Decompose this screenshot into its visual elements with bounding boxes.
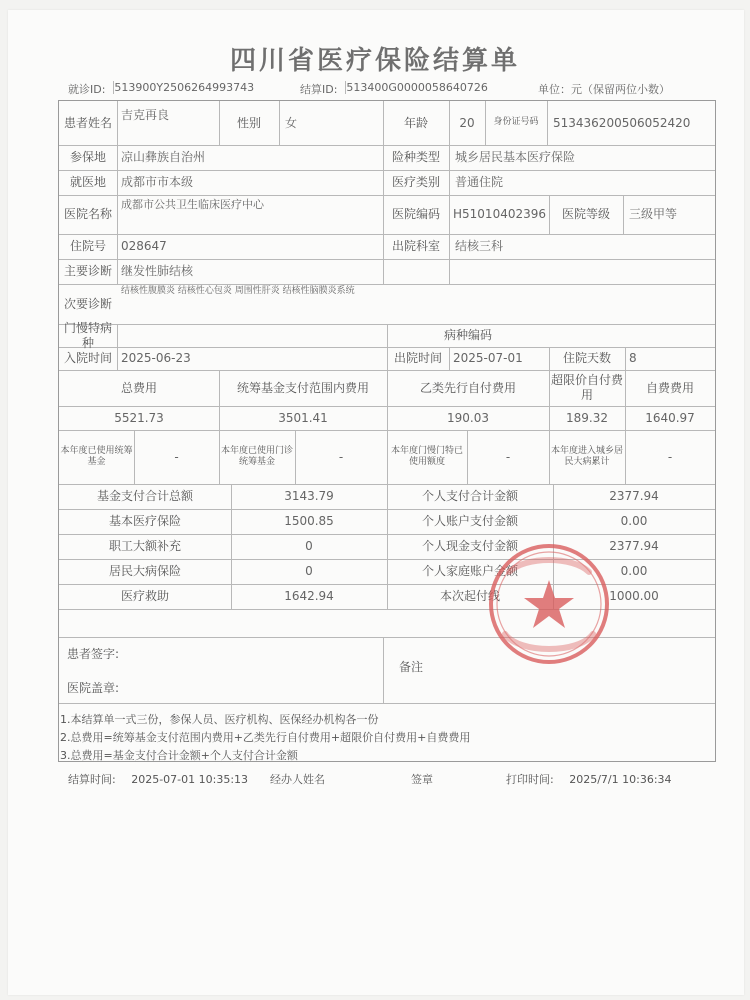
hospital-code-value: H51010402396 (453, 207, 547, 221)
note-item: 2.总费用=统筹基金支付范围内费用+乙类先行自付费用+超限价自付费用+自费费用 (60, 731, 471, 744)
print-time-label: 打印时间: (506, 773, 554, 786)
grid-line (383, 637, 384, 703)
fund-row-value: 3143.79 (284, 489, 334, 503)
patient-name-label: 患者姓名 (63, 115, 112, 130)
personal-row-label: 本次起付线 (439, 589, 500, 603)
fund-row-label: 职工大额补充 (108, 539, 181, 553)
grid-line (59, 703, 715, 704)
annual-outpatient-fund-value: - (338, 449, 344, 464)
visit-id-row (68, 81, 105, 97)
settlement-time (68, 771, 248, 787)
stay-days-label: 住院天数 (562, 351, 611, 365)
discharge-time-label: 出院时间 (393, 351, 442, 365)
print-time-value: 2025/7/1 10:36:34 (569, 773, 672, 786)
admission-number-label: 住院号 (69, 239, 106, 253)
hospital-name-value: 成都市公共卫生临床医疗中心 (121, 198, 264, 212)
grid-line (117, 324, 118, 347)
class-b-self-pay-value: 190.03 (447, 410, 489, 425)
total-cost-label: 总费用 (120, 380, 157, 395)
unit-note: 单位：元（保留两位小数） (538, 83, 670, 96)
settlement-id-value (345, 81, 346, 94)
visit-place-value: 成都市市本级 (121, 175, 194, 189)
personal-row-label: 个人现金支付金额 (421, 539, 518, 553)
grid-line (117, 234, 118, 284)
notes-block (60, 711, 470, 765)
visit-id-label: 就诊ID: (68, 83, 106, 96)
hospital-name-label: 医院名称 (63, 207, 112, 221)
grid-line (449, 347, 450, 370)
settlement-time-label: 结算时间: (68, 773, 116, 786)
personal-row-value: 2377.94 (609, 539, 659, 553)
total-cost-value: 5521.73 (114, 410, 164, 425)
fund-row-label: 居民大病保险 (108, 564, 181, 578)
admission-time-value: 2025-06-23 (121, 351, 191, 365)
visit-id-value (113, 81, 114, 94)
reviewer-label: 签章 (411, 773, 433, 786)
hospital-level-label: 医院等级 (561, 207, 610, 221)
annual-pooled-fund-value: - (174, 449, 179, 464)
gender-label: 性别 (236, 115, 261, 130)
grid-line (623, 195, 624, 234)
admission-time-label: 入院时间 (63, 351, 112, 365)
grid-line (117, 347, 118, 370)
annual-major-illness-label: 本年度进入城乡居民大病累计 (550, 445, 623, 467)
grid-line (117, 101, 118, 234)
grid-line (59, 609, 715, 610)
grid-line (59, 637, 715, 638)
remark-label: 备注 (399, 659, 424, 674)
operator-name-label: 经办人姓名 (270, 773, 325, 786)
primary-diagnosis-label: 主要诊断 (63, 264, 112, 278)
discharge-time-value: 2025-07-01 (453, 351, 523, 365)
grid-line (279, 101, 280, 145)
medical-category-value: 普通住院 (455, 175, 504, 189)
visit-place-label: 就医地 (69, 175, 106, 189)
insured-place-value: 凉山彝族自治州 (121, 150, 206, 164)
grid-line (625, 347, 626, 370)
settlement-id-label: 结算ID: (300, 83, 338, 96)
age-label: 年龄 (403, 115, 428, 130)
page-title: 四川省医疗保险结算单 (229, 46, 520, 76)
fund-row-value: 0 (305, 539, 313, 553)
pooled-fund-range-cost-label: 统筹基金支付范围内费用 (236, 380, 369, 395)
personal-row-value: 0.00 (620, 564, 648, 578)
pooled-fund-range-cost-value: 3501.41 (278, 410, 328, 425)
secondary-diagnosis-value: 结核性腹膜炎 结核性心包炎 周围性肝炎 结核性脑膜炎系统 (121, 286, 355, 297)
department-label: 出院科室 (391, 239, 440, 253)
personal-row-value: 2377.94 (609, 489, 659, 503)
admission-number-value: 028647 (121, 239, 167, 253)
secondary-diagnosis-label: 次要诊断 (63, 296, 112, 311)
fund-row-label: 医疗救助 (120, 589, 169, 603)
id-number-value: 513436200506052420 (553, 115, 691, 130)
age-value: 20 (459, 115, 475, 130)
annual-chronic-quota-value: - (505, 449, 511, 464)
chronic-disease-label: 门慢特病种 (63, 320, 112, 350)
hospital-seal-label: 医院盖章: (67, 680, 120, 695)
insured-place-label: 参保地 (69, 150, 106, 164)
personal-row-value: 1000.00 (609, 589, 659, 603)
id-number-label: 身份证号码 (493, 117, 539, 128)
department-value: 结核三科 (455, 239, 504, 253)
self-funded-cost-value: 1640.97 (645, 410, 695, 425)
patient-name-value: 吉克再良 (121, 107, 170, 122)
gender-value: 女 (285, 115, 298, 130)
overlimit-self-pay-label: 超限价自付费用 (550, 373, 623, 402)
overlimit-self-pay-value: 189.32 (566, 410, 608, 425)
fund-row-label: 基金支付合计总额 (96, 489, 193, 503)
annual-outpatient-fund-label: 本年度已使用门诊统筹基金 (220, 445, 293, 467)
medical-category-label: 医疗类别 (391, 175, 440, 189)
stay-days-value: 8 (629, 351, 637, 365)
insurance-type-value: 城乡居民基本医疗保险 (455, 150, 576, 164)
note-item: 1.本结算单一式三份，参保人员、医疗机构、医保经办机构各一份 (60, 713, 379, 726)
fund-row-value: 1500.85 (284, 514, 334, 528)
annual-major-illness-value: - (667, 449, 673, 464)
patient-signature-label: 患者签字: (67, 646, 120, 661)
class-b-self-pay-label: 乙类先行自付费用 (419, 380, 516, 395)
settlement-time-value: 2025-07-01 10:35:13 (131, 773, 249, 786)
disease-code-label: 病种编码 (443, 328, 492, 342)
hospital-code-label: 医院编码 (391, 207, 440, 221)
self-funded-cost-label: 自费费用 (645, 380, 694, 395)
annual-chronic-quota-label: 本年度门慢门特已使用额度 (390, 445, 463, 467)
note-item: 3.总费用=基金支付合计金额+个人支付合计金额 (60, 749, 298, 762)
personal-row-label: 个人支付合计金额 (421, 489, 518, 503)
settlement-form-table (58, 100, 716, 762)
primary-diagnosis-value: 继发性肺结核 (121, 264, 194, 278)
personal-row-label: 个人账户支付金额 (421, 514, 518, 528)
print-time (506, 771, 672, 787)
hospital-level-value: 三级甲等 (629, 207, 678, 221)
fund-row-value: 1642.94 (284, 589, 334, 603)
annual-pooled-fund-label: 本年度已使用统筹基金 (60, 445, 133, 467)
fund-row-value: 0 (305, 564, 313, 578)
personal-row-label: 个人家庭账户金额 (421, 564, 518, 578)
settlement-id-row (300, 81, 337, 97)
grid-line (547, 101, 548, 145)
insurance-type-label: 险种类型 (391, 150, 440, 164)
fund-row-label: 基本医疗保险 (108, 514, 181, 528)
personal-row-value: 0.00 (620, 514, 648, 528)
